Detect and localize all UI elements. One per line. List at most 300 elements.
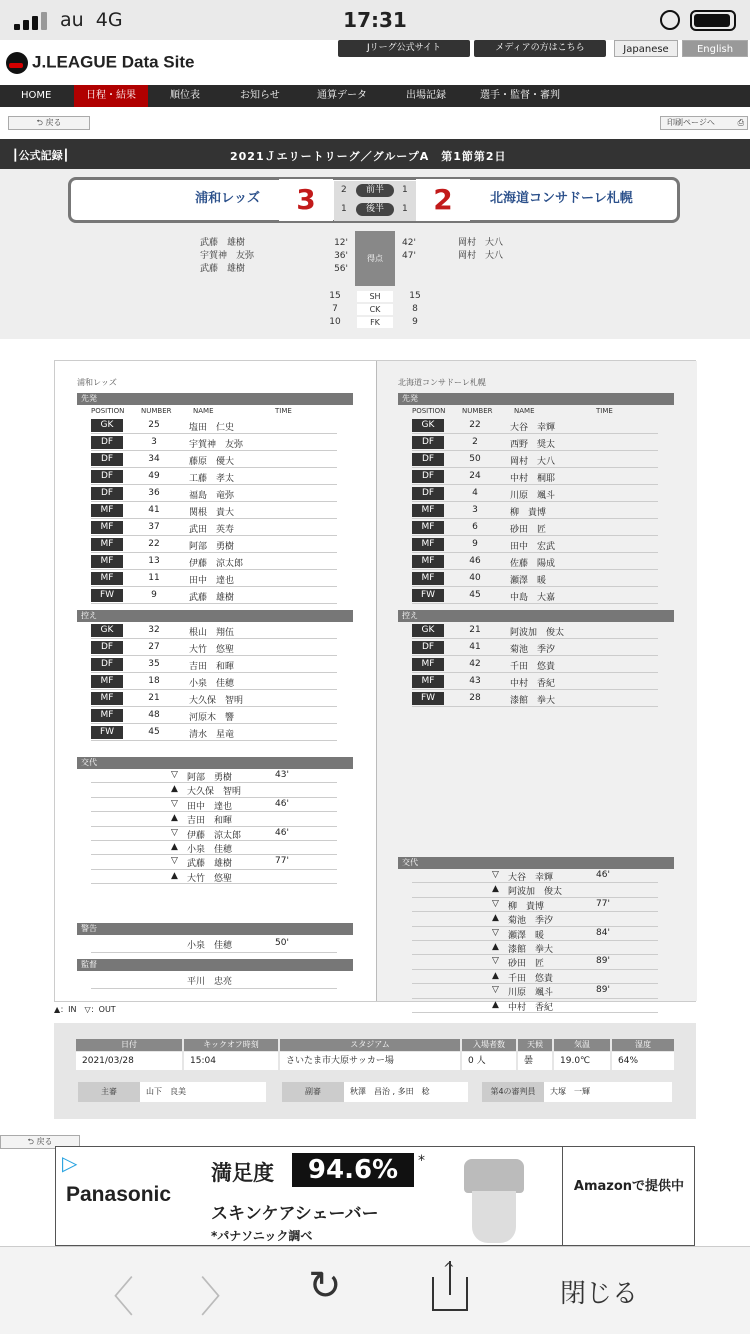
table-row xyxy=(91,502,337,519)
starters-player-name[interactable]: 阿部 勇樹 xyxy=(189,542,235,552)
ad-star: * xyxy=(418,1153,425,1169)
table-row xyxy=(91,519,337,536)
temperature-header: 気温 xyxy=(554,1039,610,1051)
starters-position: DF xyxy=(91,487,123,500)
subs-player-name[interactable]: 河原木 響 xyxy=(189,713,235,723)
change-time: 46' xyxy=(275,798,289,809)
home-goals: 武藤 雄樹 12' 宇賀神 友弥 36' 武藤 雄樹 56' xyxy=(200,238,348,274)
change-player[interactable]: 阿部 勇樹 xyxy=(187,773,233,783)
starters-number: 22 xyxy=(469,420,481,430)
second-half-label: 後半 xyxy=(356,203,394,216)
change-player[interactable]: 阿波加 俊太 xyxy=(508,887,563,898)
change-player[interactable]: 川原 颯斗 xyxy=(508,988,554,999)
jleague-logo[interactable]: J.LEAGUE Data Site xyxy=(6,52,195,74)
match-title: 2021Ｊエリートリーグ／グループA 第1節第2日 xyxy=(230,150,507,163)
list-item xyxy=(412,898,658,912)
in-out-legend: ▲：IN ▽：OUT xyxy=(54,1005,116,1014)
team-label: 浦和レッズ xyxy=(77,378,117,387)
change-player[interactable]: 漆館 拳大 xyxy=(508,944,554,955)
spacer xyxy=(398,707,674,857)
list-item xyxy=(412,869,658,883)
subs-player-name[interactable]: 大竹 悠聖 xyxy=(189,645,235,655)
table-row xyxy=(91,656,337,673)
starters-position: DF xyxy=(412,470,444,483)
header-position: POSITION xyxy=(412,407,446,415)
table-row xyxy=(91,587,337,604)
ad-product: スキンケアシェーバー xyxy=(211,1204,379,1224)
score-area xyxy=(0,169,750,339)
starters-player-name[interactable]: 関根 貴大 xyxy=(189,508,235,518)
starters-position: FW xyxy=(412,589,444,602)
assistant-label: 副審 xyxy=(282,1082,344,1102)
starters-player-name[interactable]: 田中 宏武 xyxy=(510,542,556,552)
subs-position: MF xyxy=(412,658,444,671)
out-icon: ▽ xyxy=(492,927,499,938)
change-player[interactable]: 大竹 悠聖 xyxy=(187,873,233,884)
subs-number: 42 xyxy=(469,659,481,669)
change-player[interactable]: 小泉 佳穂 xyxy=(187,844,233,855)
starters-number: 9 xyxy=(472,539,478,549)
ad-note: *パナソニック調べ xyxy=(211,1229,313,1243)
weather-value: 曇 xyxy=(518,1052,552,1070)
goals-label: 得点 xyxy=(355,231,395,286)
section-subs: 控え xyxy=(77,610,353,622)
info-table xyxy=(76,1039,674,1072)
table-row xyxy=(91,451,337,468)
spacer xyxy=(398,1013,674,1023)
starters-position: MF xyxy=(412,555,444,568)
section-manager: 監督 xyxy=(77,959,353,971)
table-row xyxy=(412,451,658,468)
table-row xyxy=(412,570,658,587)
section-changes: 交代 xyxy=(398,857,674,869)
subs-number: 35 xyxy=(148,659,160,669)
starters-number: 46 xyxy=(469,556,481,566)
attendance-header: 入場者数 xyxy=(462,1039,516,1051)
spacer xyxy=(77,884,353,923)
starters-player-name[interactable]: 武藤 雄樹 xyxy=(189,593,235,603)
home-second-half: 1 xyxy=(341,204,347,214)
change-player[interactable]: 田中 達也 xyxy=(187,801,233,812)
list-item xyxy=(91,855,337,869)
starters-number: 45 xyxy=(469,590,481,600)
subs-player-name[interactable]: 漆館 拳大 xyxy=(510,696,556,706)
table-row xyxy=(412,690,658,707)
subs-number: 27 xyxy=(148,642,160,652)
ad-brand: Panasonic xyxy=(66,1183,172,1206)
subs-number: 21 xyxy=(148,693,160,703)
starters-player-name[interactable]: 工藤 孝太 xyxy=(189,474,235,484)
subs-position: DF xyxy=(412,641,444,654)
list-item xyxy=(91,769,337,783)
starters-number: 3 xyxy=(472,505,478,515)
list-item xyxy=(91,812,337,826)
out-icon: ▽ xyxy=(492,898,499,909)
carrier-label: au 4G xyxy=(60,9,123,31)
nav-players[interactable]: 選手・監督・審判 xyxy=(480,90,560,101)
change-time: 43' xyxy=(275,770,289,780)
reload-icon[interactable]: ↻ xyxy=(308,1263,342,1309)
starters-position: FW xyxy=(91,589,123,602)
subs-position: MF xyxy=(91,709,123,722)
table-row xyxy=(91,690,337,707)
change-player[interactable]: 吉田 和暉 xyxy=(187,816,233,827)
table-row xyxy=(412,417,658,434)
japanese-button[interactable]: Japanese xyxy=(614,40,678,57)
away-score: 2 xyxy=(416,179,470,221)
team-label: 北海道コンサドーレ札幌 xyxy=(398,378,486,387)
subs-position: FW xyxy=(91,726,123,739)
starters-player-name[interactable]: 西野 奨太 xyxy=(510,440,556,450)
match-info xyxy=(54,1023,696,1119)
header-name: NAME xyxy=(514,407,535,415)
starters-player-name[interactable]: 藤原 優大 xyxy=(189,457,235,467)
in-icon: ▲ xyxy=(171,813,178,824)
humidity-header: 湿度 xyxy=(612,1039,674,1051)
title-bar xyxy=(0,139,750,169)
change-time: 46' xyxy=(596,870,610,880)
fourth-official-value[interactable]: 大塚 一輝 xyxy=(544,1082,672,1102)
change-player[interactable]: 菊池 季汐 xyxy=(508,916,554,927)
out-icon: ▽ xyxy=(492,870,499,880)
attendance-value: 0 人 xyxy=(462,1052,516,1070)
out-icon: ▽ xyxy=(171,856,178,867)
temperature-value: 19.0℃ xyxy=(554,1052,610,1070)
adchoices-icon[interactable]: ▷ xyxy=(62,1151,78,1175)
starters-number: 2 xyxy=(472,437,478,447)
ad-percent: 94.6% xyxy=(292,1153,414,1187)
nav-schedule[interactable]: 日程・結果 xyxy=(74,85,148,107)
section-subs: 控え xyxy=(398,610,674,622)
panasonic-ad[interactable] xyxy=(55,1146,695,1246)
subs-player-name[interactable]: 大久保 智明 xyxy=(189,696,244,706)
in-icon: ▲ xyxy=(492,941,499,952)
nav-stats[interactable]: 通算データ xyxy=(317,90,367,101)
starters-player-name[interactable]: 福島 竜弥 xyxy=(189,491,235,501)
change-player[interactable]: 伊藤 涼太郎 xyxy=(187,830,242,841)
subs-player-name[interactable]: 吉田 和暉 xyxy=(189,662,235,672)
table-row xyxy=(412,536,658,553)
home-lineup xyxy=(77,377,353,989)
date-header: 日付 xyxy=(76,1039,182,1051)
starters-number: 22 xyxy=(148,539,160,549)
subs-position: GK xyxy=(91,624,123,637)
table-row xyxy=(412,468,658,485)
list-item xyxy=(91,870,337,884)
back-button-bottom[interactable]: ⮌ 戻る xyxy=(0,1135,80,1149)
list-item xyxy=(412,984,658,998)
change-time: 89' xyxy=(596,956,610,967)
list-item xyxy=(91,783,337,797)
kickoff-value: 15:04 xyxy=(184,1052,278,1070)
header-time: TIME xyxy=(275,407,292,415)
starters-player-name[interactable]: 柳 貴博 xyxy=(510,508,547,518)
list-item xyxy=(91,841,337,855)
list-item xyxy=(91,827,337,841)
assistant-value[interactable]: 秋澤 昌治 , 多田 稔 xyxy=(344,1082,468,1102)
table-row xyxy=(91,434,337,451)
subs-number: 28 xyxy=(469,693,481,703)
table-row xyxy=(412,519,658,536)
change-player[interactable]: 中村 香紀 xyxy=(508,1002,554,1013)
away-second-half: 1 xyxy=(402,204,408,214)
starters-position: GK xyxy=(412,419,444,432)
out-icon: ▽ xyxy=(492,956,499,967)
subs-player-name[interactable]: 小泉 佳穂 xyxy=(189,679,235,689)
starters-number: 40 xyxy=(469,573,481,583)
list-item xyxy=(412,999,658,1013)
in-icon: ▲ xyxy=(492,970,499,981)
table-row xyxy=(412,485,658,502)
table-row xyxy=(91,707,337,724)
column-headers xyxy=(398,405,674,417)
change-time: 84' xyxy=(596,927,610,938)
change-player[interactable]: 大谷 幸輝 xyxy=(508,873,554,883)
starters-position: MF xyxy=(91,555,123,568)
starters-number: 49 xyxy=(148,471,160,481)
section-starters: 先発 xyxy=(77,393,353,405)
nav-home[interactable]: HOME xyxy=(21,90,52,101)
stadium-value: さいたま市大原サッカー場 xyxy=(280,1052,460,1070)
away-goals: 42' 岡村 大八 47' 岡村 大八 xyxy=(402,238,504,261)
starters-number: 4 xyxy=(472,488,478,498)
starters-position: DF xyxy=(412,436,444,449)
print-button[interactable]: 印刷ページへ ⎙ xyxy=(660,116,748,130)
starters-position: GK xyxy=(91,419,123,432)
table-row xyxy=(412,639,658,656)
subs-position: GK xyxy=(412,624,444,637)
starters-number: 11 xyxy=(148,573,160,583)
weather-header: 天候 xyxy=(518,1039,552,1051)
nav-standings[interactable]: 順位表 xyxy=(170,90,200,101)
subs-number: 45 xyxy=(148,727,160,737)
subs-player-name[interactable]: 中村 香紀 xyxy=(510,679,556,689)
starters-position: MF xyxy=(412,504,444,517)
header-number: NUMBER xyxy=(462,407,493,415)
out-icon: ▽ xyxy=(171,770,178,780)
back-chevron-icon[interactable]: 〈 xyxy=(92,1273,135,1322)
list-item xyxy=(412,912,658,926)
starters-player-name[interactable]: 砂田 匠 xyxy=(510,525,547,535)
subs-player-name[interactable]: 根山 翔伍 xyxy=(189,628,235,638)
table-row xyxy=(412,622,658,639)
subs-position: DF xyxy=(91,641,123,654)
table-row xyxy=(412,434,658,451)
starters-player-name[interactable]: 中村 桐耶 xyxy=(510,474,556,484)
nav-appearances[interactable]: 出場記録 xyxy=(406,90,446,101)
first-half-label: 前半 xyxy=(356,184,394,197)
subs-player-name[interactable]: 阿波加 俊太 xyxy=(510,628,565,638)
stadium-header: スタジアム xyxy=(280,1039,460,1051)
change-player[interactable]: 砂田 匠 xyxy=(508,959,545,970)
spacer xyxy=(77,741,353,757)
starters-position: MF xyxy=(91,538,123,551)
table-row xyxy=(91,724,337,741)
starters-number: 25 xyxy=(148,420,160,430)
starters-player-name[interactable]: 田中 達也 xyxy=(189,576,235,586)
back-button-top[interactable]: ⮌ 戻る xyxy=(8,116,90,130)
subs-position: MF xyxy=(91,692,123,705)
subs-player-name[interactable]: 菊池 季汐 xyxy=(510,645,556,655)
rotation-lock-icon xyxy=(660,10,680,30)
half-scores xyxy=(334,181,416,221)
starters-player-name[interactable]: 大谷 幸輝 xyxy=(510,423,556,433)
starters-player-name[interactable]: 岡村 大八 xyxy=(510,457,556,467)
starters-position: DF xyxy=(91,470,123,483)
subs-position: MF xyxy=(91,675,123,688)
header-position: POSITION xyxy=(91,407,125,415)
in-icon: ▲ xyxy=(492,884,499,895)
header-time: TIME xyxy=(596,407,613,415)
starters-number: 6 xyxy=(472,522,478,532)
table-row xyxy=(91,417,337,434)
table-row xyxy=(91,536,337,553)
away-team-name[interactable]: 北海道コンサドーレ札幌 xyxy=(490,191,633,206)
starters-number: 36 xyxy=(148,488,160,498)
subs-position: DF xyxy=(91,658,123,671)
table-row xyxy=(91,570,337,587)
subs-number: 43 xyxy=(469,676,481,686)
browser-toolbar xyxy=(0,1246,750,1334)
status-bar xyxy=(0,0,750,40)
subs-position: MF xyxy=(412,675,444,688)
manager-name[interactable]: 平川 忠亮 xyxy=(187,977,233,988)
fourth-official-label: 第4の審判員 xyxy=(482,1082,544,1102)
starters-number: 41 xyxy=(148,505,160,515)
table-row xyxy=(412,502,658,519)
clock: 17:31 xyxy=(343,8,407,32)
table-row xyxy=(91,485,337,502)
list-item xyxy=(91,798,337,812)
starters-player-name[interactable]: 宇賀神 友弥 xyxy=(189,440,244,450)
kickoff-header: キックオフ時刻 xyxy=(184,1039,278,1051)
subs-number: 32 xyxy=(148,625,160,635)
subs-number: 48 xyxy=(148,710,160,720)
table-row xyxy=(91,673,337,690)
caution-player[interactable]: 小泉 佳穂 xyxy=(187,941,233,952)
change-player[interactable]: 柳 貴博 xyxy=(508,901,545,912)
starters-position: DF xyxy=(412,453,444,466)
date-value: 2021/03/28 xyxy=(76,1052,182,1070)
table-row xyxy=(412,587,658,604)
official-record-label: ┃公式記録┃ xyxy=(12,149,70,162)
subs-number: 21 xyxy=(469,625,481,635)
list-item xyxy=(412,883,658,897)
subs-position: FW xyxy=(412,692,444,705)
starters-position: MF xyxy=(91,521,123,534)
starters-position: MF xyxy=(91,572,123,585)
subs-number: 41 xyxy=(469,642,481,652)
table-row xyxy=(91,622,337,639)
media-button[interactable]: メディアの方はこちら xyxy=(474,40,606,57)
referee-value[interactable]: 山下 良美 xyxy=(140,1082,266,1102)
change-time: 77' xyxy=(275,856,289,867)
change-player[interactable]: 千田 悠貴 xyxy=(508,973,554,984)
match-stats: 15 SH 15 7 CK 8 10 FK 9 xyxy=(329,291,421,327)
list-item xyxy=(412,927,658,941)
in-icon: ▲ xyxy=(492,999,499,1010)
home-team-name[interactable]: 浦和レッズ xyxy=(195,191,260,206)
starters-player-name[interactable]: 川原 颯斗 xyxy=(510,491,556,501)
close-button[interactable]: 閉じる xyxy=(560,1279,639,1309)
shaver-image xyxy=(456,1159,532,1243)
away-lineup xyxy=(398,377,674,1089)
starters-number: 9 xyxy=(151,590,157,600)
table-row xyxy=(91,468,337,485)
change-time: 77' xyxy=(596,898,610,909)
in-icon: ▲ xyxy=(171,784,178,795)
header-name: NAME xyxy=(193,407,214,415)
section-starters: 先発 xyxy=(398,393,674,405)
starters-player-name[interactable]: 武田 英寿 xyxy=(189,525,235,535)
change-player[interactable]: 武藤 雄樹 xyxy=(187,859,233,870)
in-icon: ▲ xyxy=(171,870,178,881)
official-site-button[interactable]: Jリーグ公式サイト xyxy=(338,40,470,57)
change-player[interactable]: 瀬澤 暖 xyxy=(508,930,545,941)
starters-player-name[interactable]: 瀬澤 暖 xyxy=(510,576,547,586)
list-item xyxy=(91,935,337,953)
referee-label: 主審 xyxy=(78,1082,140,1102)
home-score: 3 xyxy=(279,179,333,221)
list-item xyxy=(412,941,658,955)
forward-chevron-icon[interactable]: 〉 xyxy=(200,1273,243,1322)
ad-provider: Amazonで提供中 xyxy=(573,1179,685,1194)
starters-player-name[interactable]: 佐藤 陽成 xyxy=(510,559,556,569)
caution-time: 50' xyxy=(275,938,289,949)
subs-player-name[interactable]: 清水 星竜 xyxy=(189,730,235,740)
nav-news[interactable]: お知らせ xyxy=(240,90,280,101)
starters-player-name[interactable]: 中島 大嘉 xyxy=(510,593,556,603)
share-icon[interactable]: ^ xyxy=(432,1261,468,1311)
starters-position: DF xyxy=(412,487,444,500)
section-changes: 交代 xyxy=(77,757,353,769)
starters-position: DF xyxy=(91,453,123,466)
out-icon: ▽ xyxy=(171,827,178,838)
starters-position: MF xyxy=(91,504,123,517)
column-headers xyxy=(77,405,353,417)
list-item xyxy=(412,970,658,984)
out-icon: ▽ xyxy=(171,798,178,809)
table-row xyxy=(91,553,337,570)
starters-player-name[interactable]: 伊藤 涼太郎 xyxy=(189,559,244,569)
battery-icon xyxy=(690,10,736,31)
starters-position: MF xyxy=(412,521,444,534)
section-cautions: 警告 xyxy=(77,923,353,935)
change-time: 89' xyxy=(596,985,610,996)
starters-position: DF xyxy=(91,436,123,449)
change-player[interactable]: 大久保 智明 xyxy=(187,787,242,798)
table-row xyxy=(412,656,658,673)
starters-number: 34 xyxy=(148,454,160,464)
in-icon: ▲ xyxy=(171,841,178,852)
subs-player-name[interactable]: 千田 悠貴 xyxy=(510,662,556,672)
home-first-half: 2 xyxy=(341,185,347,195)
main-nav xyxy=(0,85,750,107)
humidity-value: 64% xyxy=(612,1052,674,1070)
list-item xyxy=(412,955,658,969)
starters-position: MF xyxy=(412,538,444,551)
printer-icon: ⎙ xyxy=(737,118,744,127)
change-time: 46' xyxy=(275,827,289,838)
table-row xyxy=(412,673,658,690)
out-icon: ▽ xyxy=(492,985,499,996)
english-button[interactable]: English xyxy=(682,40,748,57)
table-row xyxy=(91,639,337,656)
starters-position: MF xyxy=(412,572,444,585)
header-number: NUMBER xyxy=(141,407,172,415)
starters-player-name[interactable]: 塩田 仁史 xyxy=(189,423,235,433)
starters-number: 24 xyxy=(469,471,481,481)
